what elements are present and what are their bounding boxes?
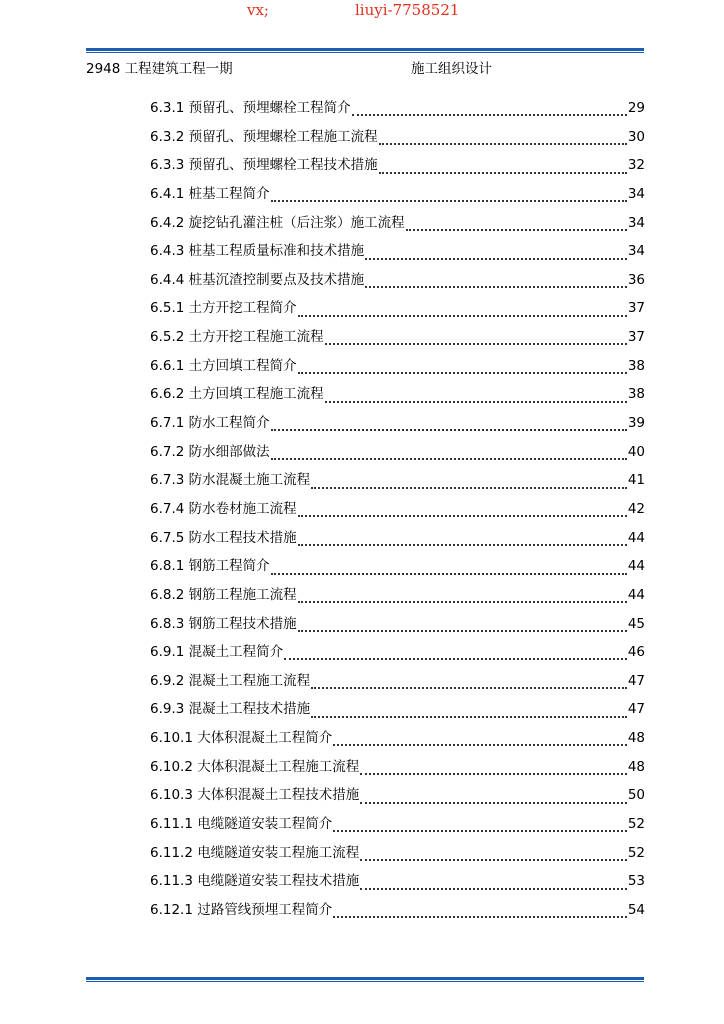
toc-leader-dots [311, 687, 627, 689]
toc-entry-title: 6.10.2 大体积混凝土工程施工流程 [150, 758, 360, 775]
toc-entry-title: 6.3.1 预留孔、预埋螺栓工程简介 [150, 100, 351, 116]
toc-entry-page: 45 [627, 615, 645, 632]
toc-entry-title: 6.5.1 土方开挖工程简介 [150, 300, 297, 317]
toc-entry-page: 41 [627, 472, 645, 489]
toc-entry[interactable] [150, 125, 645, 154]
header-project-title: 2948 工程建筑工程一期 [86, 61, 233, 77]
toc-entry-title: 6.6.2 土方回填工程施工流程 [150, 386, 324, 403]
page-header [86, 57, 644, 77]
toc-entry-page: 37 [627, 300, 645, 317]
toc-leader-dots [406, 229, 627, 231]
toc-entry-title: 6.4.4 桩基沉渣控制要点及技术措施 [150, 271, 365, 288]
toc-leader-dots [298, 372, 627, 374]
toc-entry-title: 6.9.1 混凝土工程简介 [150, 644, 284, 661]
toc-entry-title: 6.4.2 旋挖钻孔灌注桩（后注浆）施工流程 [150, 214, 405, 231]
toc-entry[interactable] [150, 153, 645, 182]
toc-leader-dots [365, 258, 627, 260]
toc-leader-dots [298, 601, 627, 603]
toc-entry[interactable] [150, 612, 645, 641]
toc-leader-dots [298, 515, 627, 517]
toc-entry-page: 32 [627, 157, 645, 174]
toc-entry-page: 46 [627, 644, 645, 661]
toc-entry-title: 6.5.2 土方开挖工程施工流程 [150, 329, 324, 346]
toc-entry[interactable] [150, 783, 645, 812]
toc-entry-page: 44 [627, 586, 645, 603]
toc-leader-dots [379, 143, 627, 145]
toc-entry-page: 44 [627, 529, 645, 546]
toc-leader-dots [325, 401, 627, 403]
toc-entry-title: 6.6.1 土方回填工程简介 [150, 357, 297, 374]
toc-entry[interactable] [150, 726, 645, 755]
toc-entry[interactable] [150, 468, 645, 497]
toc-entry[interactable] [150, 812, 645, 841]
toc-entry-page: 42 [627, 500, 645, 517]
toc-entry-title: 6.12.1 过路管线预埋工程简介 [150, 901, 333, 918]
toc-leader-dots [311, 716, 627, 718]
footer-rule [86, 977, 644, 982]
toc-entry[interactable] [150, 411, 645, 440]
toc-entry-page: 50 [627, 787, 645, 804]
toc-entry-title: 6.3.2 预留孔、预埋螺栓工程施工流程 [150, 128, 378, 145]
toc-entry-title: 6.9.2 混凝土工程施工流程 [150, 672, 311, 689]
toc-entry-page: 38 [627, 386, 645, 403]
toc-leader-dots [284, 658, 627, 660]
toc-entry[interactable] [150, 182, 645, 211]
toc-entry[interactable] [150, 755, 645, 784]
toc-entry-title: 6.4.3 桩基工程质量标准和技术措施 [150, 243, 365, 260]
toc-entry[interactable] [150, 382, 645, 411]
toc-leader-dots [298, 544, 627, 546]
toc-entry-page: 30 [627, 128, 645, 145]
toc-leader-dots [271, 200, 627, 202]
toc-entry-page: 44 [627, 558, 645, 575]
toc-leader-dots [325, 343, 627, 345]
toc-entry-title: 6.3.3 预留孔、预埋螺栓工程技术措施 [150, 157, 378, 174]
toc-entry[interactable] [150, 669, 645, 698]
toc-entry-page: 48 [627, 758, 645, 775]
toc-entry-page: 48 [627, 730, 645, 747]
toc-entry-page: 47 [627, 701, 645, 718]
toc-entry[interactable] [150, 268, 645, 297]
toc-entry-page: 39 [627, 415, 645, 432]
toc-leader-dots [352, 114, 627, 116]
toc-leader-dots [333, 830, 627, 832]
toc-leader-dots [379, 172, 627, 174]
toc-entry-title: 6.7.1 防水工程简介 [150, 415, 270, 432]
toc-entry[interactable] [150, 211, 645, 240]
toc-entry-title: 6.10.3 大体积混凝土工程技术措施 [150, 787, 360, 804]
toc-entry-title: 6.11.3 电缆隧道安装工程技术措施 [150, 873, 360, 890]
toc-entry[interactable] [150, 96, 645, 125]
toc-leader-dots [360, 888, 627, 890]
toc-entry-title: 6.8.2 钢筋工程施工流程 [150, 586, 297, 603]
toc-entry-page: 29 [627, 100, 645, 116]
toc-entry[interactable] [150, 697, 645, 726]
toc-entry[interactable] [150, 841, 645, 870]
toc-leader-dots [298, 630, 627, 632]
toc-entry[interactable] [150, 497, 645, 526]
toc-leader-dots [271, 573, 627, 575]
toc-entry-title: 6.4.1 桩基工程简介 [150, 185, 270, 202]
table-of-contents [150, 96, 645, 927]
toc-entry-title: 6.11.1 电缆隧道安装工程简介 [150, 816, 333, 833]
toc-entry[interactable] [150, 554, 645, 583]
toc-entry[interactable] [150, 325, 645, 354]
toc-leader-dots [311, 487, 627, 489]
watermark-right: liuyi-7758521 [355, 1, 460, 19]
toc-entry-page: 54 [627, 901, 645, 918]
toc-leader-dots [298, 315, 627, 317]
toc-entry-title: 6.9.3 混凝土工程技术措施 [150, 701, 311, 718]
toc-entry[interactable] [150, 898, 645, 927]
toc-entry-page: 37 [627, 329, 645, 346]
toc-leader-dots [360, 802, 627, 804]
toc-leader-dots [333, 916, 627, 918]
toc-leader-dots [333, 744, 627, 746]
toc-entry[interactable] [150, 869, 645, 898]
toc-entry-title: 6.8.3 钢筋工程技术措施 [150, 615, 297, 632]
toc-entry[interactable] [150, 583, 645, 612]
toc-entry-title: 6.8.1 钢筋工程简介 [150, 558, 270, 575]
toc-leader-dots [271, 429, 627, 431]
toc-entry-title: 6.11.2 电缆隧道安装工程施工流程 [150, 844, 360, 861]
toc-entry-title: 6.10.1 大体积混凝土工程简介 [150, 730, 333, 747]
toc-leader-dots [360, 773, 627, 775]
toc-entry-page: 52 [627, 816, 645, 833]
toc-leader-dots [360, 859, 627, 861]
toc-entry[interactable] [150, 354, 645, 383]
toc-entry-title: 6.7.3 防水混凝土施工流程 [150, 472, 311, 489]
toc-entry-page: 53 [627, 873, 645, 890]
toc-entry-page: 34 [627, 243, 645, 260]
toc-entry-title: 6.7.4 防水卷材施工流程 [150, 500, 297, 517]
toc-entry-title: 6.7.2 防水细部做法 [150, 443, 270, 460]
watermark-left: vx; [247, 1, 269, 19]
toc-leader-dots [365, 286, 627, 288]
toc-entry[interactable] [150, 239, 645, 268]
toc-entry-page: 36 [627, 271, 645, 288]
toc-entry[interactable] [150, 296, 645, 325]
toc-entry-page: 34 [627, 214, 645, 231]
watermark [0, 0, 724, 22]
toc-entry[interactable] [150, 640, 645, 669]
toc-entry-page: 47 [627, 672, 645, 689]
toc-entry-page: 34 [627, 185, 645, 202]
toc-entry[interactable] [150, 526, 645, 555]
toc-entry-page: 38 [627, 357, 645, 374]
header-rule [86, 48, 644, 53]
toc-leader-dots [271, 458, 627, 460]
toc-entry-page: 40 [627, 443, 645, 460]
toc-entry[interactable] [150, 440, 645, 469]
toc-entry-page: 52 [627, 844, 645, 861]
header-doc-title: 施工组织设计 [411, 61, 492, 77]
toc-entry-title: 6.7.5 防水工程技术措施 [150, 529, 297, 546]
